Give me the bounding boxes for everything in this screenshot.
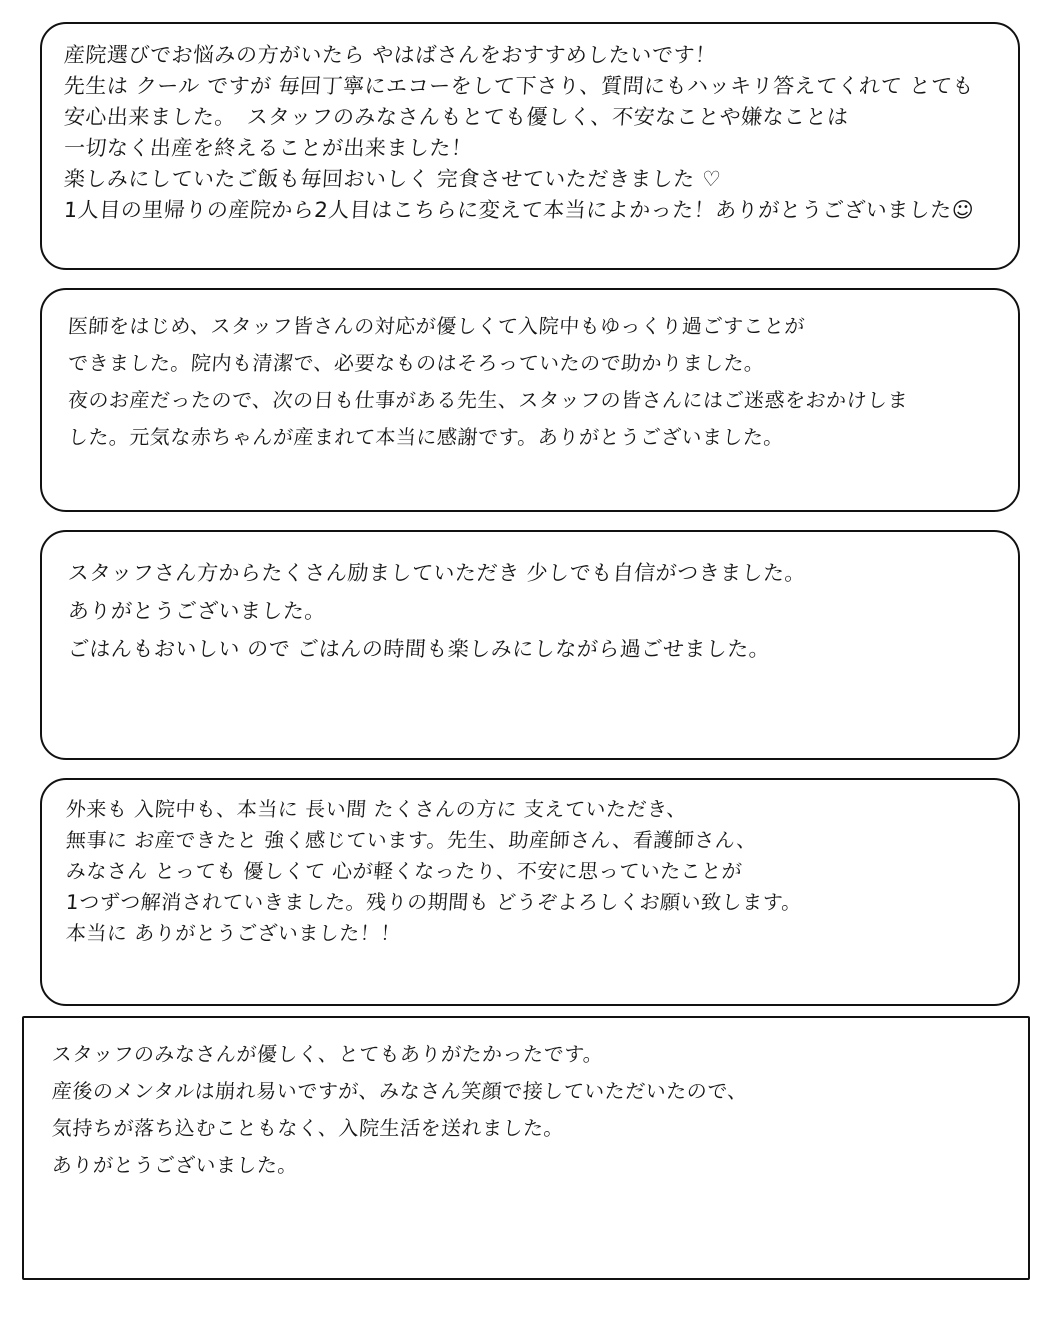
review-card-2-text: [42, 290, 1018, 510]
review-card-1-text: [42, 24, 1018, 268]
review-line: ごはんもおいしい ので ごはんの時間も楽しみにしながら過ごせました。: [67, 637, 772, 661]
review-line: できました。院内も清潔で、必要なものはそろっていたので助かりました。: [67, 351, 766, 375]
review-line: 1つずつ解消されていきました。残りの期間も どうぞよろしくお願い致します。: [65, 890, 803, 914]
review-line: スタッフのみなさんが優しく、とてもありがたかったです。: [51, 1042, 605, 1066]
review-line: 先生は クール ですが 毎回丁寧にエコーをして下さり、質問にもハッキリ答えてくれて とても: [63, 74, 975, 98]
review-line: 気持ちが落ち込むこともなく、入院生活を送れました。: [51, 1116, 565, 1140]
review-line: 1人目の里帰りの産院から2人目はこちらに変えて本当によかった！ありがとうございました☺: [63, 198, 975, 222]
review-line: スタッフさん方からたくさん励ましていただき 少しでも自信がつきました。: [67, 561, 808, 585]
review-card-4-text: [42, 780, 1018, 1004]
review-line: 外来も 入院中も、本当に 長い間 たくさんの方に 支えていただき、: [65, 797, 689, 821]
review-line: 産後のメンタルは崩れ易いですが、みなさん笑顔で接していただいたので、: [51, 1079, 749, 1103]
review-line: 夜のお産だったので、次の日も仕事がある先生、スタッフの皆さんにはご迷惑をおかけしま: [67, 388, 909, 412]
review-line: 産院選びでお悩みの方がいたら やはばさんをおすすめしたいです！: [63, 43, 718, 67]
review-line: 無事に お産できたと 強く感じています。先生、助産師さん、看護師さん、: [65, 828, 758, 852]
review-card-4: [40, 778, 1020, 1006]
review-line: みなさん とっても 優しくて 心が軽くなったり、不安に思っていたことが: [65, 859, 744, 883]
review-line: 楽しみにしていたご飯も毎回おいしく 完食させていただきました ♡: [63, 167, 723, 191]
review-line: 本当に ありがとうございました！！: [65, 921, 402, 945]
review-line: ありがとうございました。: [51, 1153, 299, 1177]
review-line: 一切なく出産を終えることが出来ました！: [63, 136, 474, 160]
review-line: した。元気な赤ちゃんが産まれて本当に感謝です。ありがとうございました。: [67, 425, 785, 449]
review-card-3-text: [42, 532, 1018, 758]
review-line: ありがとうございました。: [67, 599, 327, 623]
review-card-5-text: [24, 1018, 1028, 1278]
review-card-2: [40, 288, 1020, 512]
review-card-1: [40, 22, 1020, 270]
review-card-3: [40, 530, 1020, 760]
review-card-5: [22, 1016, 1030, 1280]
review-line: 医師をはじめ、スタッフ皆さんの対応が優しくて入院中もゆっくり過ごすことが: [67, 314, 806, 338]
review-line: 安心出来ました。 スタッフのみなさんもとても優しく、不安なことや嫌なことは: [63, 105, 850, 129]
